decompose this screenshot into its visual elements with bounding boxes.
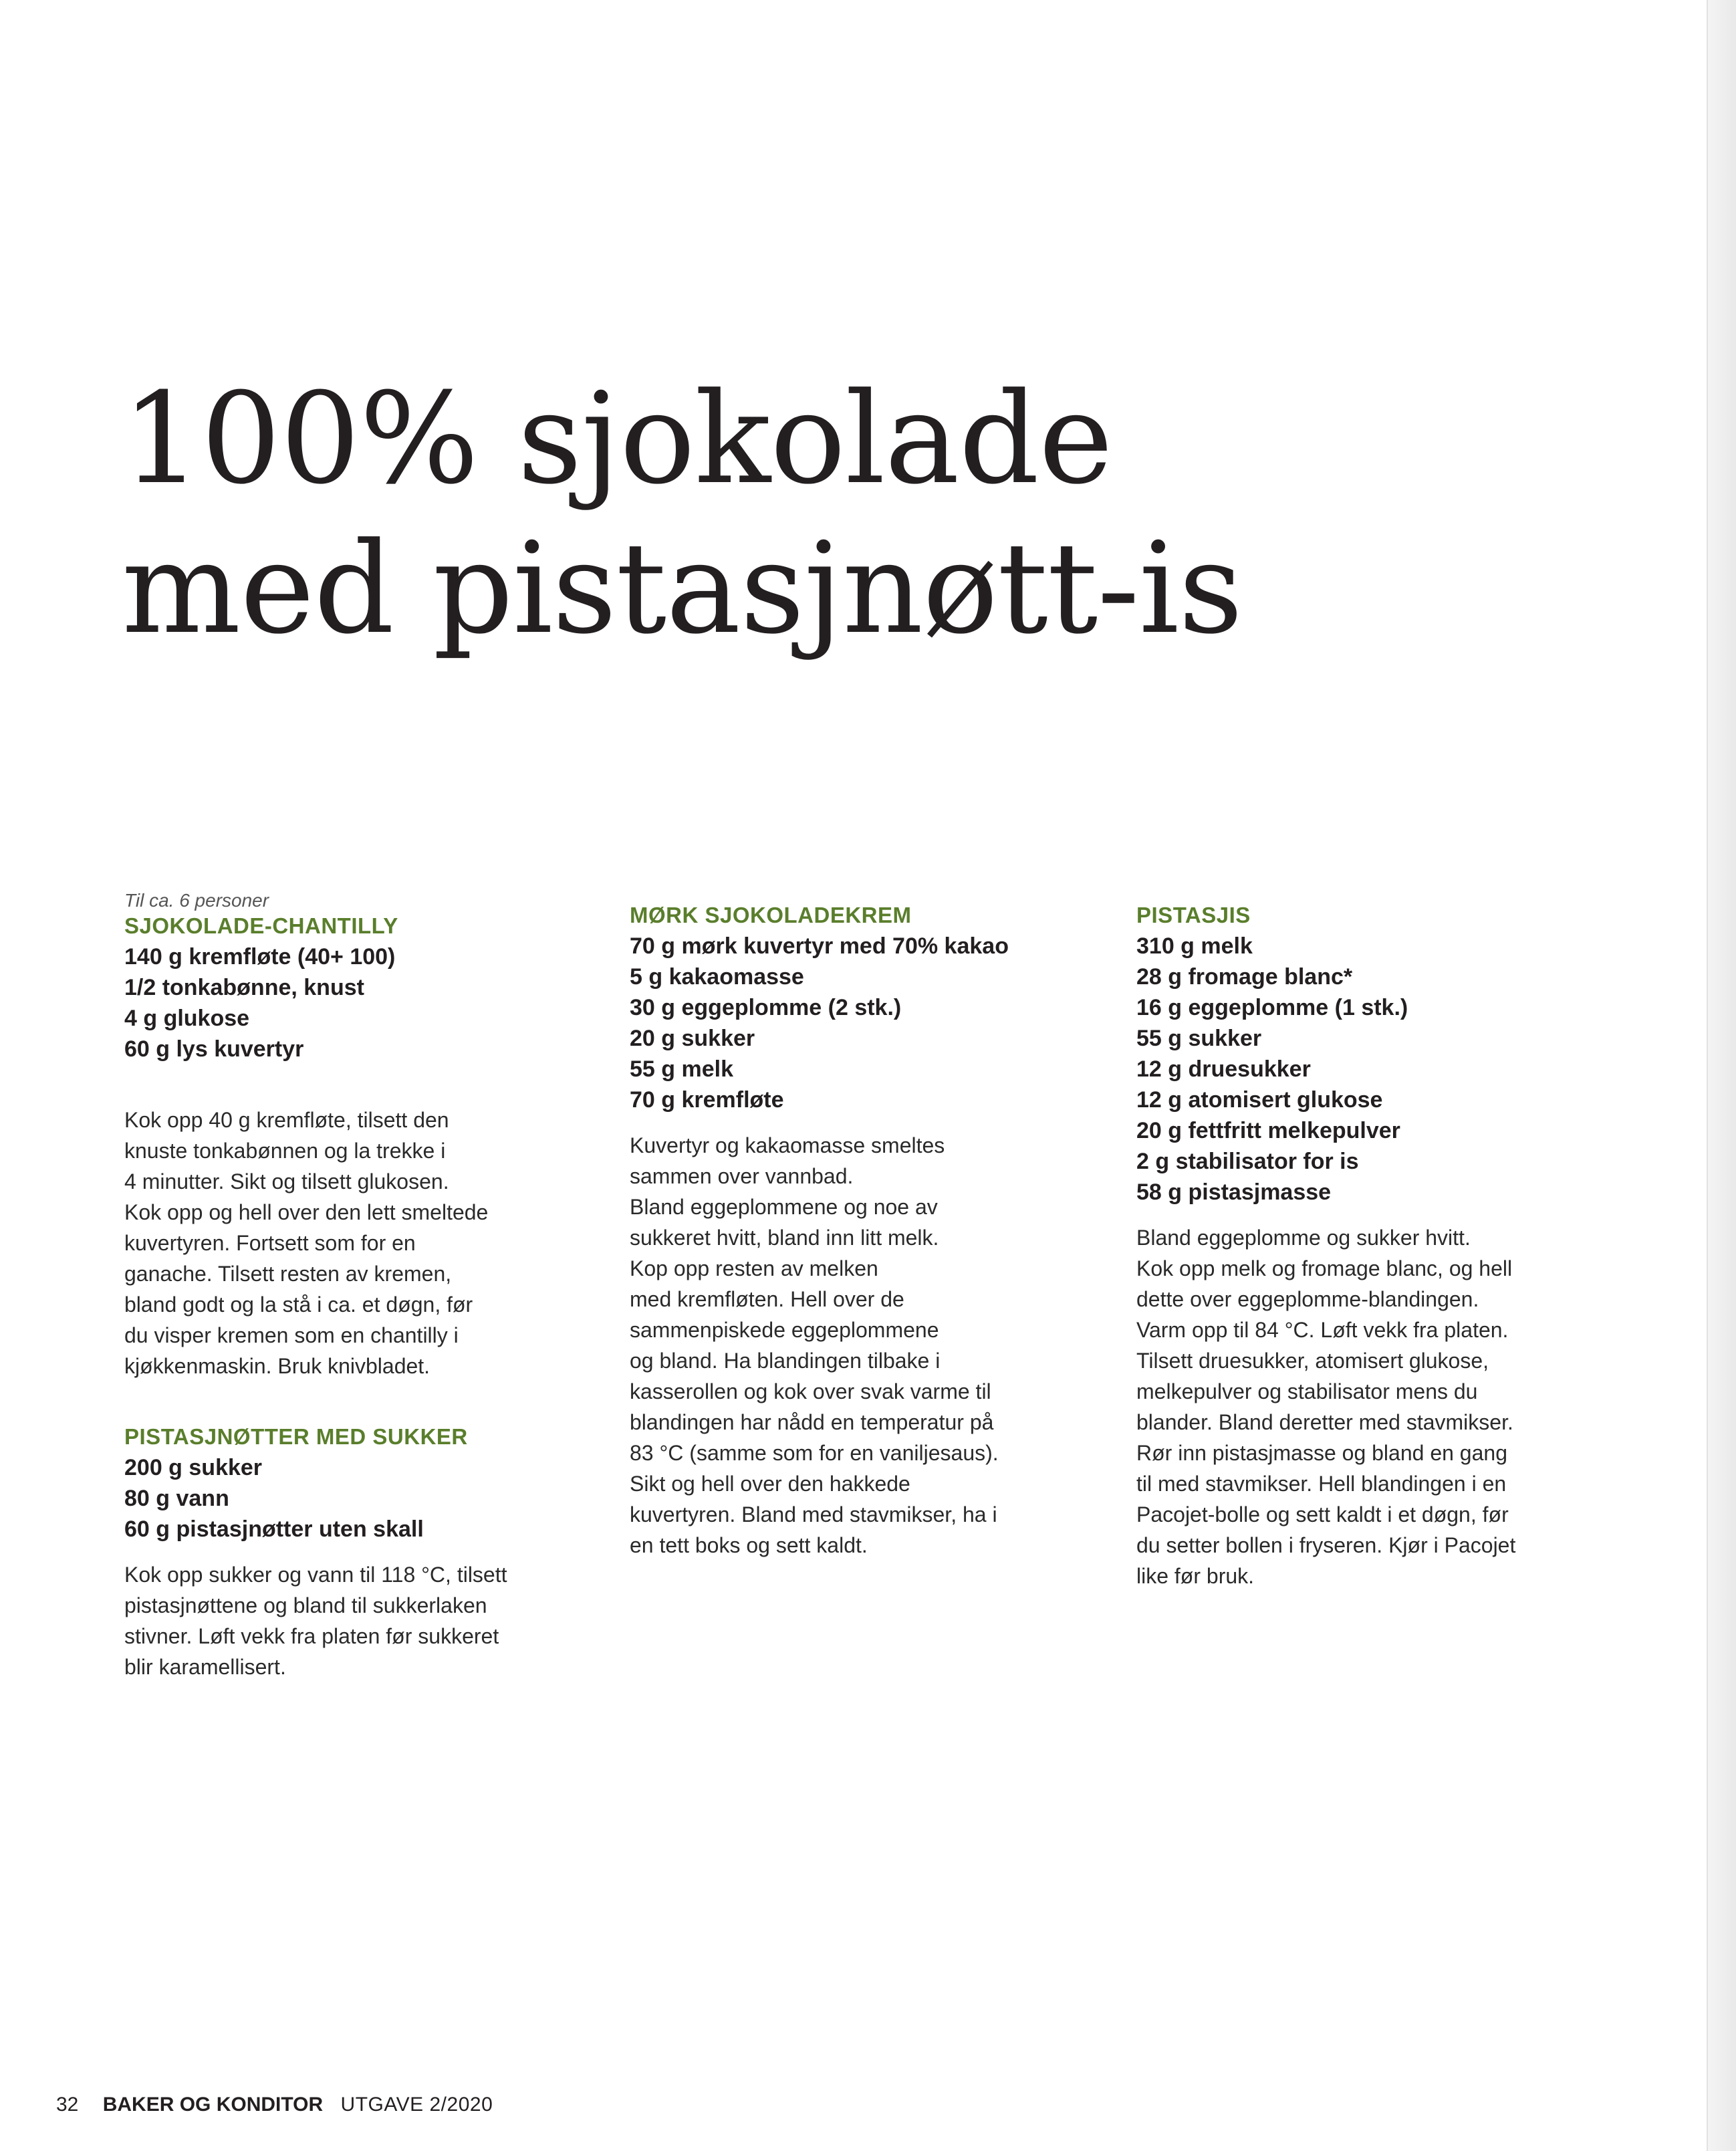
method-line: Kok opp og hell over den lett smeltede	[124, 1200, 489, 1224]
ingredient-item: 30 g eggeplomme (2 stk.)	[630, 995, 902, 1020]
servings-note: Til ca. 6 personer	[124, 890, 269, 911]
method-line: Pacojet-bolle og sett kaldt i et døgn, før	[1136, 1502, 1509, 1526]
method-line: til med stavmikser. Hell blandingen i en	[1136, 1472, 1507, 1496]
method-line: Rør inn pistasjmasse og bland en gang	[1136, 1441, 1507, 1465]
page-edge	[1707, 0, 1736, 2151]
method-line: sukkeret hvitt, bland inn litt melk.	[630, 1226, 939, 1250]
method-sjokoladekrem	[630, 1130, 1084, 1561]
section-heading-pistasjis: PISTASJIS	[1136, 903, 1251, 927]
ingredient-list-pistasjnotter	[124, 1452, 579, 1545]
method-line: en tett boks og sett kaldt.	[630, 1533, 868, 1557]
method-line: Varm opp til 84 °C. Løft vekk fra platen.	[1136, 1318, 1509, 1342]
method-line: 83 °C (samme som for en vaniljesaus).	[630, 1441, 999, 1465]
ingredient-item: 200 g sukker	[124, 1455, 263, 1480]
method-line: bland godt og la stå i ca. et døgn, før	[124, 1292, 473, 1317]
ingredient-item: 20 g fettfritt melkepulver	[1136, 1118, 1400, 1143]
section-heading-chantilly: SJOKOLADE-CHANTILLY	[124, 913, 398, 938]
title-line-2: med pistasjnøtt-is	[122, 516, 1243, 662]
column-pistasjis	[1136, 891, 1591, 1591]
method-pistasjnotter	[124, 1559, 579, 1682]
page-footer	[56, 2091, 493, 2118]
method-line: like før bruk.	[1136, 1564, 1255, 1588]
ingredient-item: 5 g kakaomasse	[630, 964, 804, 990]
method-line: sammenpiskede eggeplommene	[630, 1318, 939, 1342]
ingredient-item: 60 g pistasjnøtter uten skall	[124, 1516, 424, 1542]
column-sjokoladekrem	[630, 891, 1084, 1561]
method-pistasjis	[1136, 1222, 1591, 1591]
method-line: knuste tonkabønnen og la trekke i	[124, 1139, 446, 1163]
ingredient-item: 16 g eggeplomme (1 stk.)	[1136, 995, 1408, 1020]
title-line-1: 100% sjokolade	[122, 366, 1113, 512]
method-line: blander. Bland deretter med stavmikser.	[1136, 1410, 1513, 1434]
method-line: med kremfløten. Hell over de	[630, 1287, 904, 1311]
method-line: kjøkkenmaskin. Bruk knivbladet.	[124, 1354, 430, 1378]
page-title	[122, 364, 1242, 664]
method-chantilly	[124, 1105, 579, 1381]
method-line: melkepulver og stabilisator mens du	[1136, 1379, 1478, 1403]
ingredient-item: 70 g kremfløte	[630, 1087, 784, 1113]
ingredient-item: 60 g lys kuvertyr	[124, 1036, 304, 1062]
method-line: Kok opp melk og fromage blanc, og hell	[1136, 1256, 1513, 1280]
ingredient-item: 4 g glukose	[124, 1006, 250, 1031]
ingredient-item: 80 g vann	[124, 1486, 229, 1511]
ingredient-item: 70 g mørk kuvertyr med 70% kakao	[630, 933, 1009, 959]
ingredient-item: 12 g druesukker	[1136, 1056, 1311, 1082]
method-line: kasserollen og kok over svak varme til	[630, 1379, 991, 1403]
method-line: Bland eggeplomme og sukker hvitt.	[1136, 1226, 1471, 1250]
ingredient-item: 1/2 tonkabønne, knust	[124, 975, 364, 1000]
section-heading-sjokoladekrem: MØRK SJOKOLADEKREM	[630, 903, 912, 927]
magazine-name: BAKER OG KONDITOR	[102, 2093, 324, 2116]
method-line: du visper kremen som en chantilly i	[124, 1323, 459, 1347]
ingredient-list-pistasjis	[1136, 931, 1591, 1208]
method-line: blandingen har nådd en temperatur på	[630, 1410, 994, 1434]
issue-label: UTGAVE 2/2020	[340, 2093, 493, 2116]
method-line: Kok opp 40 g kremfløte, tilsett den	[124, 1108, 449, 1132]
method-line: og bland. Ha blandingen tilbake i	[630, 1349, 941, 1373]
method-line: Bland eggeplommene og noe av	[630, 1195, 938, 1219]
ingredient-item: 55 g melk	[630, 1056, 733, 1082]
method-line: du setter bollen i fryseren. Kjør i Pacojet	[1136, 1533, 1516, 1557]
method-line: 4 minutter. Sikt og tilsett glukosen.	[124, 1169, 449, 1194]
method-line: dette over eggeplomme-blandingen.	[1136, 1287, 1479, 1311]
ingredient-item: 20 g sukker	[630, 1026, 755, 1051]
method-line: ganache. Tilsett resten av kremen,	[124, 1262, 452, 1286]
ingredient-item: 2 g stabilisator for is	[1136, 1149, 1359, 1174]
page-number: 32	[56, 2093, 79, 2116]
method-line: kuvertyren. Bland med stavmikser, ha i	[630, 1502, 997, 1526]
method-line: Tilsett druesukker, atomisert glukose,	[1136, 1349, 1489, 1373]
ingredient-item: 12 g atomisert glukose	[1136, 1087, 1383, 1113]
method-line: Kok opp sukker og vann til 118 °C, tilsett	[124, 1563, 507, 1587]
method-line: pistasjnøttene og bland til sukkerlaken	[124, 1593, 487, 1617]
ingredient-list-chantilly	[124, 941, 579, 1064]
column-chantilly-and-nuts	[124, 891, 579, 1682]
method-line: Sikt og hell over den hakkede	[630, 1472, 910, 1496]
section-heading-pistasjnotter: PISTASJNØTTER MED SUKKER	[124, 1424, 468, 1449]
ingredient-item: 58 g pistasjmasse	[1136, 1179, 1332, 1205]
ingredient-item: 28 g fromage blanc*	[1136, 964, 1353, 990]
method-line: Kuvertyr og kakaomasse smeltes	[630, 1133, 945, 1157]
method-line: blir karamellisert.	[124, 1655, 286, 1679]
ingredient-item: 310 g melk	[1136, 933, 1253, 959]
method-line: sammen over vannbad.	[630, 1164, 854, 1188]
method-line: Kop opp resten av melken	[630, 1256, 878, 1280]
ingredient-item: 55 g sukker	[1136, 1026, 1262, 1051]
method-line: stivner. Løft vekk fra platen før sukkeret	[124, 1624, 499, 1648]
ingredient-item: 140 g kremfløte (40+ 100)	[124, 944, 396, 970]
method-line: kuvertyren. Fortsett som for en	[124, 1231, 416, 1255]
ingredient-list-sjokoladekrem	[630, 931, 1084, 1115]
